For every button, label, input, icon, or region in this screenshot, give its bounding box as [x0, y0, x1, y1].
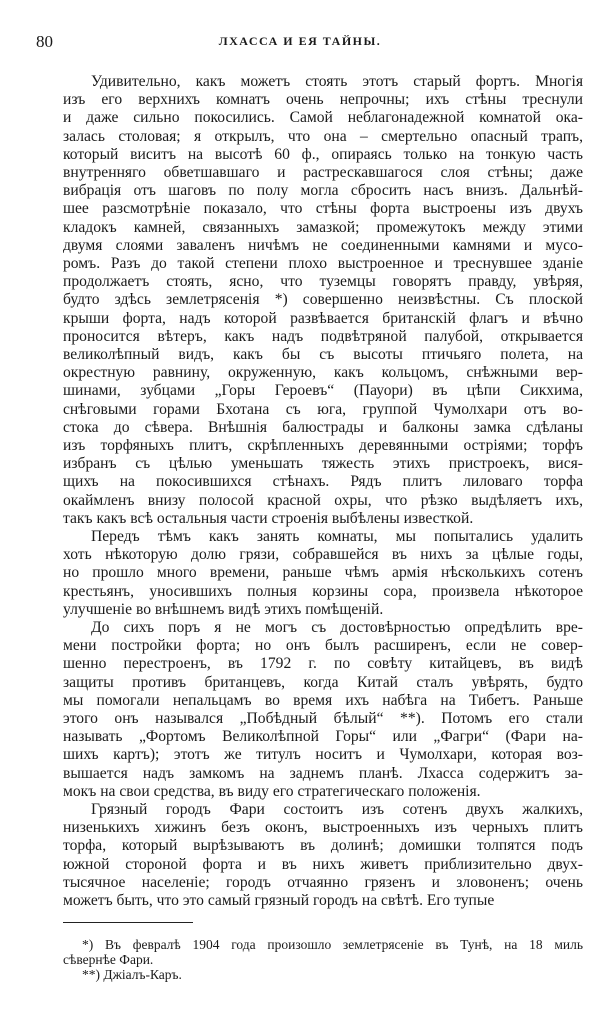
paragraph-line: такъ какъ всѣ остальныя части строенія выбѣлены известкой.: [63, 509, 474, 527]
footnote-divider: [63, 922, 193, 923]
paragraph-line: кладокъ камней, связанныхъ замазкой; промежутокъ между этими: [63, 218, 583, 236]
paragraph-line: До сихъ поръ я не могъ съ достовѣрностью опредѣлить вре-: [91, 619, 583, 636]
paragraph-line: и даже сильно покосились. Самой неблагонадежной комнатой ока-: [63, 109, 583, 127]
paragraph-line: мы помогали непальцамъ во время ихъ набѣга на Тибетъ. Раньше: [63, 691, 583, 709]
paragraph-line: этого онъ назывался „Побѣдный бѣлый“ **). Потомъ его стали: [63, 710, 583, 727]
paragraph-line: можетъ быть, что это самый грязный городъ на свѣтѣ. Его тупые: [63, 892, 495, 909]
paragraph-line: стока до сѣвера. Внѣшнія балюстрады и балконы замка сдѣланы: [63, 418, 583, 436]
paragraph-line: щихъ на покосившихся стѣнахъ. Рядъ плитъ лиловаго торфа: [63, 473, 583, 491]
paragraph-line: крестьянъ, уносившихъ полныя корзины сора, произвела нѣкоторое: [63, 582, 583, 600]
running-title: ЛХАССА И ЕЯ ТАЙНЫ.: [218, 34, 382, 48]
footnote-line: *) Въ февралѣ 1904 года произошло землетрясеніе въ Тунѣ, на 18 миль: [82, 937, 583, 952]
paragraph-line: шинами, зубцами „Горы Героевъ“ (Пауори) въ цѣпи Сикхима,: [63, 382, 583, 400]
paragraph-line: окаймленъ внизу полосой красной охры, что рѣзко выдѣляетъ ихъ,: [63, 491, 583, 509]
paragraph-line: внутренняго обветшавшаго и растрескавшагося слоя стѣны; даже: [63, 164, 583, 181]
paragraph-line: ромъ. Разъ до такой степени плохо выстроенное и треснувшее зданіе: [63, 255, 583, 272]
paragraph-line: шихъ картъ); этотъ же титулъ носитъ и Чумолхари, которая воз-: [63, 746, 583, 764]
paragraph-line: изъ его верхнихъ комнатъ очень непрочны; ихъ стѣны треснули: [63, 91, 583, 109]
paragraph-line: хоть нѣкоторую долю грязи, собравшейся въ нихъ за цѣлые годы,: [63, 546, 583, 564]
footnote-line: сѣвернѣе Фари.: [63, 952, 154, 967]
paragraph-line: тысячное населеніе; городъ отчаянно грязенъ и зловоненъ; очень: [63, 873, 583, 891]
page-number: 80: [36, 32, 53, 51]
paragraph-line: низенькихъ хижинъ безъ оконъ, выстроенныхъ изъ черныхъ плитъ: [63, 819, 583, 837]
paragraph-line: мени постройки форта; но онъ былъ расширенъ, если не совер-: [63, 637, 583, 655]
paragraph-line: называть „Фортомъ Великолѣпной Горы“ или „Фагри“ (Фари на-: [63, 728, 583, 746]
footnote-line: **) Джіалъ-Каръ.: [82, 967, 182, 982]
paragraph-line: окрестную равнину, окруженную, какъ кольцомъ, снѣжными вер-: [63, 364, 583, 382]
paragraph-line: будто здѣсь землетрясенія *) совершенно неизвѣстны. Съ плоской: [63, 291, 583, 309]
paragraph-line: мокъ на свои средства, въ виду его стратегическаго положенія.: [63, 782, 481, 800]
paragraph-line: залась столовая; я открылъ, что она – смертельно опасный трапъ,: [63, 127, 583, 145]
paragraph-line: шее разсмотрѣніе показало, что стѣны форта выстроены изъ двухъ: [63, 200, 583, 218]
paragraph-line: вышается надъ замкомъ на заднемъ планѣ. Лхасса содержитъ за-: [63, 764, 583, 782]
paragraph-line: проносится вѣтеръ, какъ надъ подвѣтряной палубой, открывается: [63, 327, 583, 345]
paragraph-line: торфа, который вырѣзываютъ въ долинѣ; домишки толпятся подъ: [63, 837, 583, 855]
paragraph-line: снѣговыми горами Бхотана съ юга, группой Чумолхари отъ во-: [63, 400, 583, 418]
paragraph-line: шенно перестроенъ, въ 1792 г. по совѣту китайцевъ, въ видѣ: [63, 655, 583, 673]
paragraph-line: изъ торфяныхъ плитъ, скрѣпленныхъ деревянными остріями; торфъ: [63, 437, 583, 454]
paragraph-line: улучшеніе во внѣшнемъ видѣ этихъ помѣщеній.: [63, 600, 384, 618]
paragraph-line: который виситъ на высотѣ 60 ф., опираясь только на тонкую часть: [63, 145, 583, 163]
paragraph-line: продолжаетъ стоять, ясно, что туземцы говорятъ правду, увѣряя,: [63, 273, 583, 291]
paragraph-line: Удивительно, какъ можетъ стоять этотъ старый фортъ. Многія: [91, 73, 583, 90]
paragraph-line: Грязный городъ Фари состоитъ изъ сотенъ двухъ жалкихъ,: [91, 801, 583, 818]
paragraph-line: великолѣпный видъ, какъ бы съ высоты птичьяго полета, на: [63, 346, 583, 363]
paragraph-line: крыши форта, надъ которой развѣвается британскій флагъ и вѣчно: [63, 309, 583, 327]
paragraph-line: избранъ съ цѣлью уменьшать тяжесть этихъ пристроекъ, вися-: [63, 455, 583, 473]
paragraph-line: защиты противъ британцевъ, когда Китай сталъ увѣрять, будто: [63, 673, 583, 691]
paragraph-line: но прошло много времени, раньше чѣмъ армія нѣсколькихъ сотенъ: [63, 564, 583, 582]
paragraph-line: вибрація отъ шаговъ по полу могла сбросить насъ внизъ. Дальнѣй-: [63, 182, 583, 200]
paragraph-line: Передъ тѣмъ какъ занять комнаты, мы попытались удалить: [91, 528, 583, 545]
paragraph-line: двумя слоями заваленъ ничѣмъ не соединенными камнями и мусо-: [63, 236, 583, 254]
paragraph-line: южной стороной форта и въ нихъ живетъ приблизительно двух-: [63, 855, 583, 873]
